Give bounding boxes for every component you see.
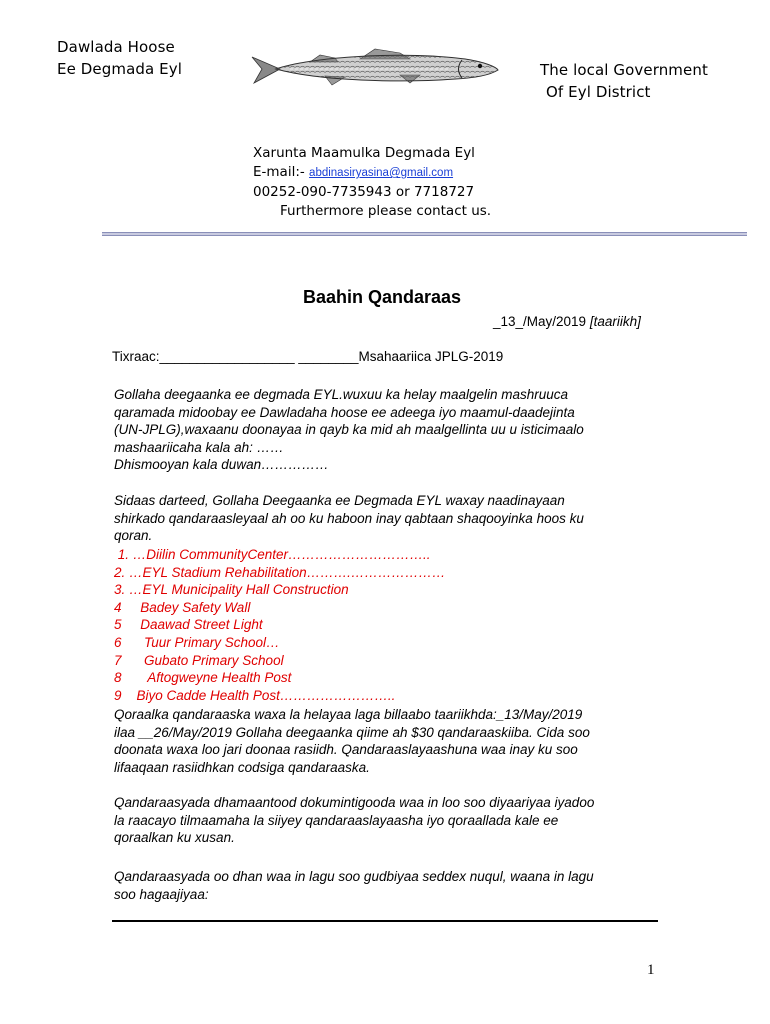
header-right bbox=[540, 59, 708, 103]
text-line: soo hagaajiyaa: bbox=[114, 886, 209, 902]
paragraph-availability bbox=[114, 706, 654, 776]
fish-icon bbox=[250, 45, 500, 90]
email-line bbox=[253, 163, 491, 183]
list-item: 9 Biyo Cadde Health Post…………………….. bbox=[114, 687, 396, 703]
email-label: E-mail:- bbox=[253, 164, 310, 180]
text-line: qoran. bbox=[114, 528, 153, 544]
header-divider bbox=[102, 232, 747, 236]
document-title bbox=[0, 287, 770, 308]
list-item: 1. …Diilin CommunityCenter………………………….. bbox=[114, 547, 431, 562]
text-line: Dhismooyan kala duwan…………… bbox=[114, 457, 329, 473]
phone-number: 00252-090-7735943 or 7718727 bbox=[253, 184, 475, 200]
header-right-line2: Of Eyl District bbox=[546, 83, 651, 101]
contact-note: Furthermore please contact us. bbox=[280, 203, 492, 219]
text-line: lifaaqaan rasiidhkan codsiga qandaraaska. bbox=[114, 759, 370, 775]
text-line: mashaariicaha kala ah: …… bbox=[114, 439, 284, 455]
date-value: _13_/May/2019 bbox=[493, 314, 590, 329]
list-item: 6 Tuur Primary School… bbox=[114, 634, 280, 650]
text-line: la raacayo tilmaamaha la siiyey qandaraaslayaasha iyo qoraallada kale ee bbox=[114, 812, 559, 828]
header-left-line1: Dawlada Hoose bbox=[57, 38, 175, 56]
text-line: Sidaas darteed, Gollaha Deegaanka ee Degmada EYL waxay naadinayaan bbox=[114, 493, 565, 508]
list-item: 3. …EYL Municipality Hall Construction bbox=[114, 582, 349, 598]
document-title-text: Baahin Qandaraas bbox=[302, 287, 462, 307]
page-number: 1 bbox=[647, 962, 655, 978]
text-line: ilaa __26/May/2019 Gollaha deegaanka qiime ah $30 qandaraaskiiba. Cida soo bbox=[114, 724, 590, 740]
office-name: Xarunta Maamulka Degmada Eyl bbox=[253, 145, 475, 161]
text-line: (UN-JPLG),waxaanu doonayaa in qayb ka mid ah maalgellinta uu u isticimaalo bbox=[114, 422, 584, 438]
header-left-line2: Ee Degmada Eyl bbox=[57, 60, 182, 78]
text-line: Qandaraasyada oo dhan waa in lagu soo gudbiyaa seddex nuqul, waana in lagu bbox=[114, 869, 594, 884]
paragraph-intro bbox=[114, 386, 654, 474]
document-date bbox=[493, 314, 641, 329]
paragraph-invitation bbox=[114, 492, 654, 545]
paragraph-preparation bbox=[114, 794, 654, 847]
text-line: qoraalkan ku xusan. bbox=[114, 830, 235, 846]
paragraph-submission bbox=[114, 868, 654, 903]
list-item: 5 Daawad Street Light bbox=[114, 617, 263, 633]
text-line: Gollaha deegaanka ee degmada EYL.wuxuu ka helay maalgelin mashruuca bbox=[114, 387, 569, 402]
text-line: qaramada midoobay ee Dawladaha hoose ee adeega iyo maamul-daadejinta bbox=[114, 404, 575, 420]
text-line: shirkado qandaraasleyaal ah oo ku haboon inay qabtaan shaqooyinka hoos ku bbox=[114, 510, 584, 526]
list-item: 4 Badey Safety Wall bbox=[114, 599, 251, 615]
footer-divider bbox=[112, 920, 658, 922]
text-line: doonata waxa loo jari doonaa rasiidh. Qandaraaslayaashuna waa inay ku soo bbox=[114, 742, 578, 758]
email-link[interactable]: abdinasiryasina@gmail.com bbox=[309, 167, 454, 179]
project-list bbox=[114, 546, 654, 704]
text-line: Qandaraasyada dhamaantood dokumintigooda waa in loo soo diyaariyaa iyadoo bbox=[114, 795, 595, 810]
date-label: [taariikh] bbox=[589, 314, 641, 329]
header-left bbox=[57, 36, 182, 80]
header-right-line1: The local Government bbox=[540, 61, 708, 79]
list-item: 2. …EYL Stadium Rehabilitation……….………………… bbox=[114, 564, 446, 580]
text-line: Qoraalka qandaraaska waxa la helayaa laga billaabo taariikhda:_13/May/2019 bbox=[114, 707, 583, 722]
list-item: 8 Aftogweyne Health Post bbox=[114, 670, 292, 686]
contact-block bbox=[253, 144, 491, 221]
list-item: 7 Gubato Primary School bbox=[114, 652, 284, 668]
reference-line: Tixraac:__________________ ________Msahaariica JPLG-2019 bbox=[112, 349, 504, 364]
